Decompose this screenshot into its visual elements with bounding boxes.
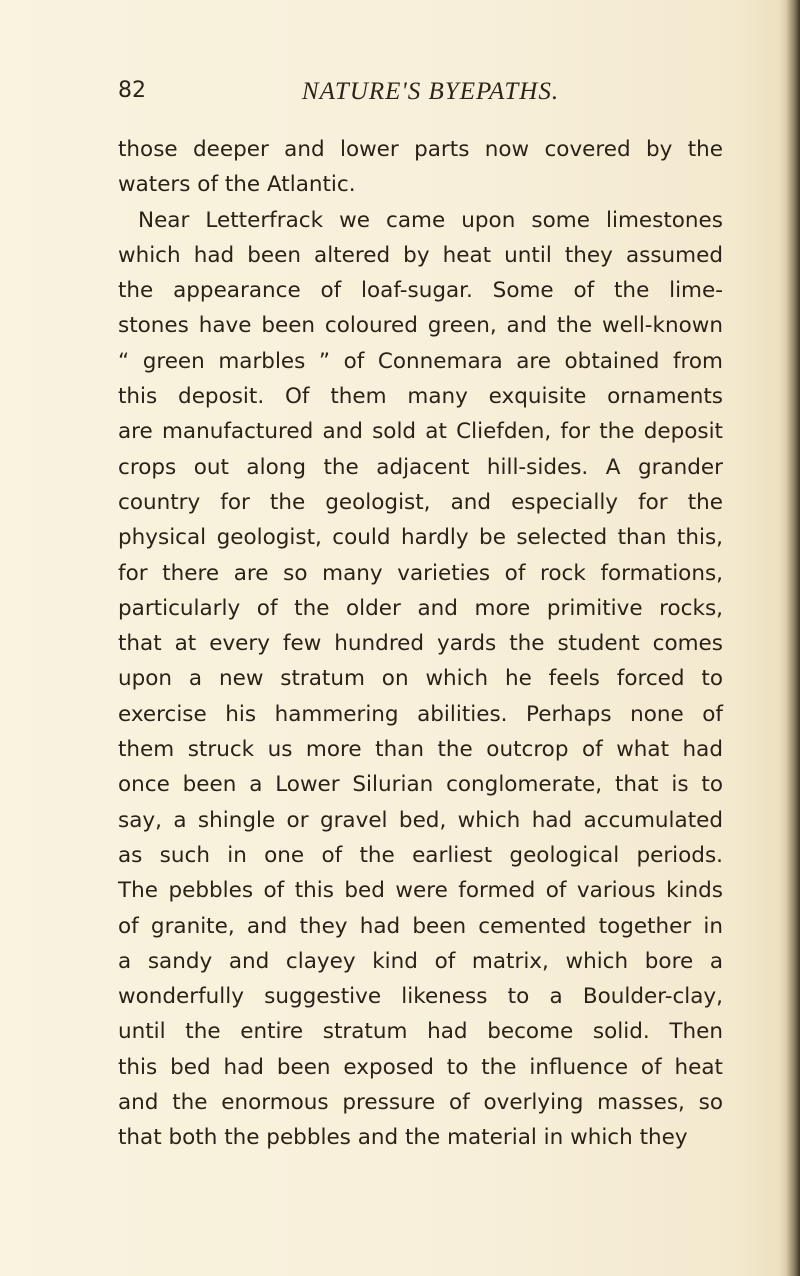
running-head: NATURE'S BYEPATHS. <box>301 78 560 105</box>
text-line: as such in one of the earliest geological periods. <box>118 842 723 868</box>
text-line: a sandy and clayey kind of matrix, which bore a <box>118 948 723 974</box>
text-line: those deeper and lower parts now covered by the <box>118 137 723 162</box>
text-line: for there are so many varieties of rock formations, <box>118 560 723 586</box>
text-line: particularly of the older and more primitive rocks, <box>118 595 723 621</box>
text-line: until the entire stratum had become solid. Then <box>118 1019 723 1045</box>
text-line: wonderfully suggestive likeness to a Boulder-clay, <box>118 984 723 1010</box>
text-line: which had been altered by heat until they assumed <box>118 242 723 268</box>
text-line: waters of the Atlantic. <box>118 172 356 198</box>
text-line: upon a new stratum on which he feels forced to <box>118 666 723 692</box>
text-line: physical geologist, could hardly be selected than this, <box>118 525 723 551</box>
text-line: Near Letterfrack we came upon some limestones <box>138 207 723 233</box>
text-line: this deposit. Of them many exquisite ornaments <box>118 384 723 410</box>
text-line: them struck us more than the outcrop of what had <box>118 737 723 763</box>
text-line: stones have been coloured green, and the well-known <box>118 313 723 339</box>
text-line: exercise his hammering abilities. Perhaps none of <box>118 701 723 727</box>
text-line: once been a Lower Silurian conglomerate, that is to <box>118 772 723 798</box>
page-header <box>118 78 723 118</box>
text-line: crops out along the adjacent hill-sides. A grander <box>118 454 723 480</box>
page-edge-shadow <box>778 0 800 1276</box>
text-line: country for the geologist, and especially for the <box>118 489 723 515</box>
body-text <box>118 132 723 1156</box>
text-line: are manufactured and sold at Cliefden, for the deposit <box>118 419 723 445</box>
page-number: 82 <box>118 78 146 103</box>
text-line: The pebbles of this bed were formed of various kinds <box>118 878 723 904</box>
text-line: this bed had been exposed to the influence of heat <box>118 1054 723 1080</box>
text-line: that both the pebbles and the material in which they <box>118 1125 688 1151</box>
text-line: the appearance of loaf-sugar. Some of the lime- <box>118 278 723 304</box>
text-line: and the enormous pressure of overlying masses, so <box>118 1090 723 1116</box>
text-line: of granite, and they had been cemented together in <box>118 913 723 939</box>
text-line: say, a shingle or gravel bed, which had accumulated <box>118 807 723 833</box>
text-line: that at every few hundred yards the student comes <box>118 631 723 657</box>
text-line: “ green marbles ” of Connemara are obtained from <box>118 348 723 374</box>
